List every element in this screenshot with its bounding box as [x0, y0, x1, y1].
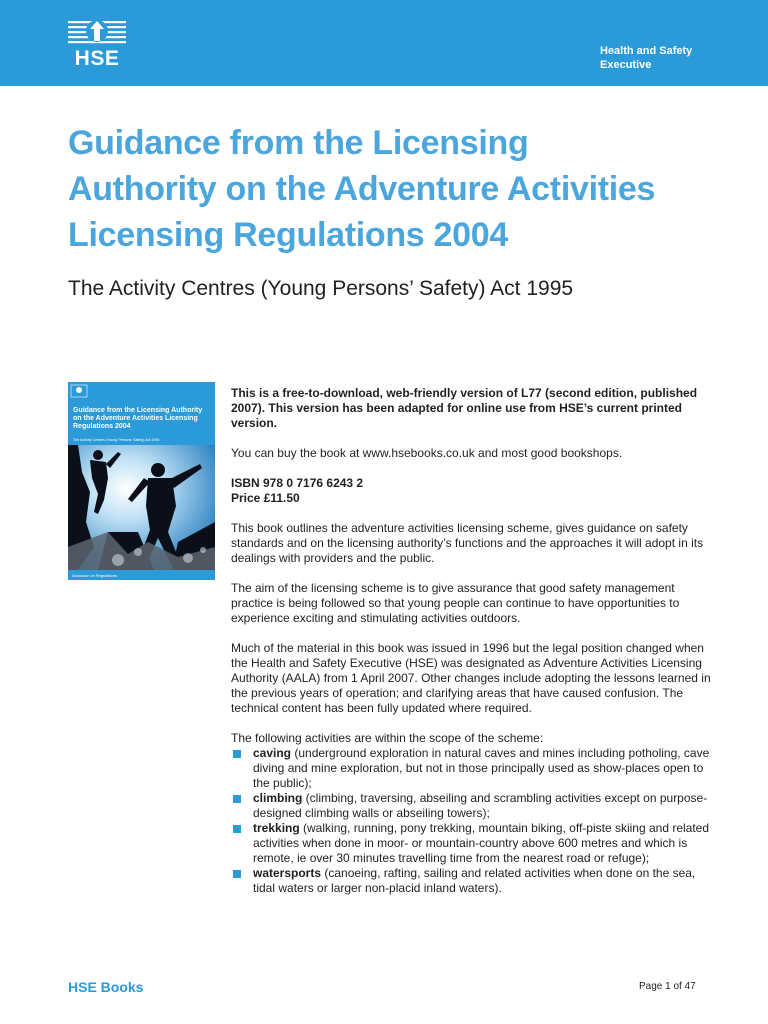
document-title [68, 120, 728, 258]
square-bullet-icon [233, 795, 241, 803]
list-item [231, 791, 711, 821]
footer-publisher: HSE Books [68, 979, 144, 995]
activity-description: (canoeing, rafting, sailing and related activities when done on the sea, tidal waters or larger non-placid inland waters). [253, 866, 696, 895]
activity-term: climbing [253, 791, 303, 805]
square-bullet-icon [233, 870, 241, 878]
organisation-name [600, 44, 692, 72]
cover-series: Guidance on Regulations [72, 573, 117, 578]
document-title-line: Licensing Regulations 2004 [68, 216, 508, 254]
list-item [231, 746, 711, 791]
list-intro: The following activities are within the scope of the scheme: [231, 731, 544, 745]
document-title-line: Guidance from the Licensing [68, 124, 529, 162]
activity-term: trekking [253, 821, 300, 835]
activity-term: watersports [253, 866, 322, 880]
list-item [231, 866, 711, 896]
paragraph: Much of the material in this book was issued in 1996 but the legal position changed when the Health and Safety Executive (HSE) was designated as Adventure Activities Licensing Authority (AALA) from 1 April 2007. Other changes include adopting the lessons learned in the previous years of operation; and clarifying areas that have caused confusion. The technical content has been fully updated where required. [231, 641, 711, 715]
activity-description: (underground exploration in natural caves and mines including potholing, cave diving and mine exploration, but not in those principally used as show-places open to the public); [253, 746, 710, 790]
document-title-line: Authority on the Adventure Activities [68, 170, 656, 208]
isbn: ISBN 978 0 7176 6243 2 [231, 476, 364, 490]
hse-logo-text: HSE [74, 47, 120, 70]
document-subtitle: The Activity Centres (Young Persons’ Safety) Act 1995 [68, 277, 574, 300]
price: Price £11.50 [231, 491, 300, 505]
intro-statement: This is a free-to-download, web-friendly version of L77 (second edition, published 2007). This version has been adapted for online use from HSE’s current printed version. [231, 386, 698, 430]
page-number: Page 1 of 47 [639, 981, 696, 992]
book-cover-image [68, 382, 215, 580]
organisation-name-line: Executive [600, 59, 652, 71]
paragraph: The aim of the licensing scheme is to give assurance that good safety management practice is being followed so that young people can continue to have opportunities to experience exciting and stimulating activities outdoors. [231, 581, 680, 625]
activity-term: caving [253, 746, 292, 760]
hse-logo [68, 17, 126, 71]
square-bullet-icon [233, 750, 241, 758]
cover-hse-logo-icon [71, 385, 87, 397]
activity-description: (climbing, traversing, abseiling and scrambling activities except on purpose-designed climbing walls or abseiling towers); [253, 791, 708, 820]
cover-title: Guidance from the Licensing Authority on the Adventure Activities Licensing Regulations 2004 [73, 407, 203, 430]
square-bullet-icon [233, 825, 241, 833]
paragraph: This book outlines the adventure activities licensing scheme, gives guidance on safety standards and on the licensing authority’s functions and the approaches it will adopt in its dealings with providers and the public. [231, 521, 704, 565]
page-header [0, 0, 768, 86]
buy-text: You can buy the book at www.hsebooks.co.uk and most good bookshops. [231, 446, 623, 460]
document-body [231, 386, 711, 896]
activity-description: (walking, running, pony trekking, mountain biking, off-piste skiing and related activities when done in moor- or mountain-country above 600 metres and which is remote, ie over 30 minutes travelling time from the nearest road or refuge); [253, 821, 710, 865]
hse-crown-logo-icon [68, 17, 126, 49]
activities-list [231, 746, 711, 896]
cover-subtitle: The Activity Centres (Young Persons’ Safety) Act 1995 [73, 438, 160, 442]
list-item [231, 821, 711, 866]
isbn-block [231, 476, 711, 506]
organisation-name-line: Health and Safety [600, 45, 693, 57]
